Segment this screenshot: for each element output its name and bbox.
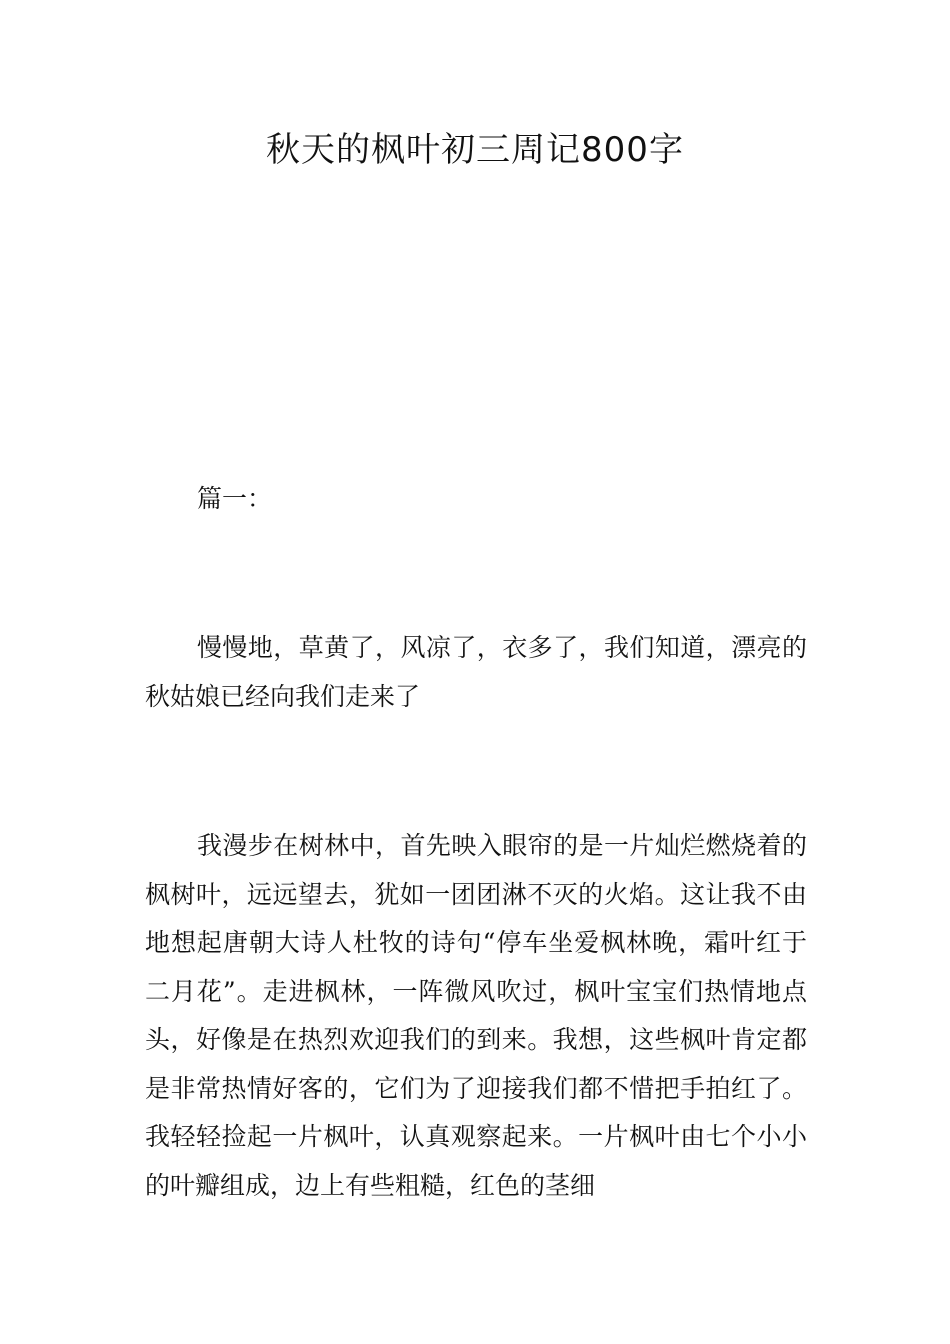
paragraph-1: 慢慢地，草黄了，风凉了，衣多了，我们知道，漂亮的秋姑娘已经向我们走来了: [145, 633, 807, 711]
section-heading: 篇一：: [197, 484, 273, 513]
document-title: 秋天的枫叶初三周记800字: [266, 130, 684, 170]
paragraph-2: 我漫步在树林中，首先映入眼帘的是一片灿烂燃烧着的枫树叶，远远望去，犹如一团团淋不灭的火焰。这让我不由地想起唐朝大诗人杜牧的诗句“停车坐爱枫林晚，霜叶红于二月花”。走进枫林，一阵微风吹过，枫叶宝宝们热情地点头，好像是在热烈欢迎我们的到来。我想，这些枫叶肯定都是非常热情好客的，它们为了迎接我们都不惜把手拍红了。我轻轻捡起一片枫叶，认真观察起来。一片枫叶由七个小小的叶瓣组成，边上有些粗糙，红色的茎细: [145, 831, 807, 1200]
